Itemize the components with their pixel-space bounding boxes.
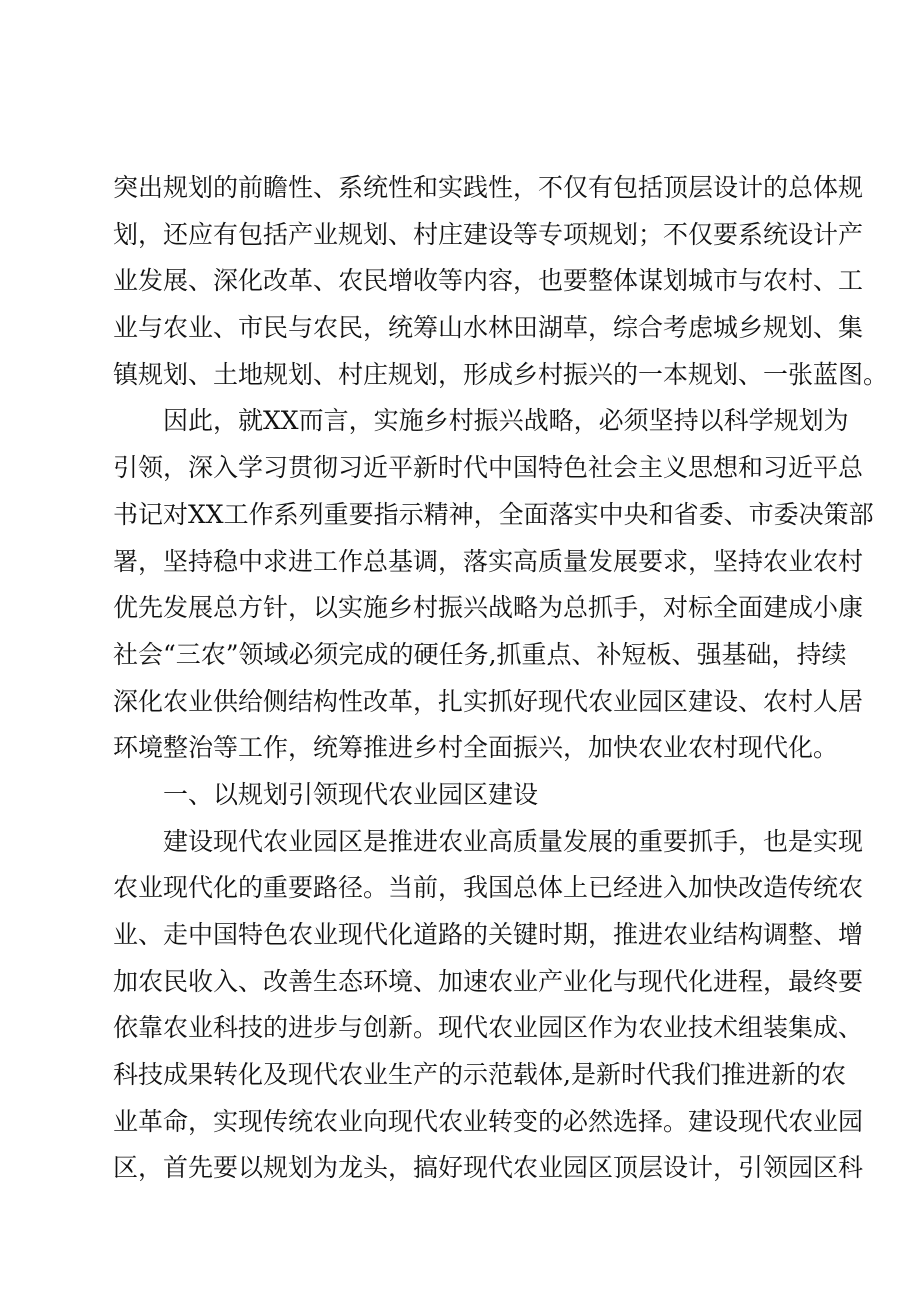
text-line: 业发展、深化改革、农民增收等内容，也要整体谋划城市与农村、工 (113, 266, 864, 296)
text-line: 业、走中国特色农业现代化道路的关键时期，推进农业结构调整、增 (113, 920, 864, 949)
text-line: 加农民收入、改善生态环境、加速农业产业化与现代化进程，最终要 (113, 966, 864, 996)
text-line: 优先发展总方针，以实施乡村振兴战略为总抓手，对标全面建成小康 (113, 593, 864, 623)
section-heading: 一、以规划引领现代农业园区建设 (163, 779, 539, 809)
text-line: 社会“三农”领域必须完成的硬任务,抓重点、补短板、强基础，持续 (113, 639, 847, 669)
text-line: 镇规划、土地规划、村庄规划，形成乡村振兴的一本规划、一张蓝图。 (113, 359, 889, 389)
text-line: 农业现代化的重要路径。当前，我国总体上已经进入加快改造传统农 (113, 873, 864, 903)
text-line: 书记对XX工作系列重要指示精神，全面落实中央和省委、市委决策部 (113, 499, 874, 529)
text-line: 业与农业、市民与农民，统筹山水林田湖草，综合考虑城乡规划、集 (113, 313, 864, 343)
section-heading-1 (113, 772, 813, 819)
text-line: 环境整治等工作，统筹推进乡村全面振兴，加快农业农村现代化。 (113, 733, 839, 763)
paragraph-planning-scope (113, 165, 889, 398)
paragraph-agri-park (113, 819, 864, 1193)
paragraph-strategy (113, 398, 874, 772)
text-line: 因此，就XX而言，实施乡村振兴战略，必须坚持以科学规划为 (163, 406, 849, 436)
text-line: 突出规划的前瞻性、系统性和实践性，不仅有包括顶层设计的总体规 (113, 173, 864, 202)
text-line: 科技成果转化及现代农业生产的示范载体,是新时代我们推进新的农 (113, 1060, 846, 1090)
text-line: 依靠农业科技的进步与创新。现代农业园区作为农业技术组装集成、 (113, 1013, 864, 1043)
text-line: 业革命，实现传统农业向现代农业转变的必然选择。建设现代农业园 (113, 1106, 864, 1136)
document-body (113, 165, 889, 1192)
text-line: 建设现代农业园区是推进农业高质量发展的重要抓手，也是实现 (163, 826, 864, 856)
text-line: 划，还应有包括产业规划、村庄建设等专项规划；不仅要系统设计产 (113, 219, 864, 249)
text-line: 区，首先要以规划为龙头，搞好现代农业园区顶层设计，引领园区科 (113, 1153, 864, 1183)
text-line: 引领，深入学习贯彻习近平新时代中国特色社会主义思想和习近平总 (113, 453, 864, 483)
text-line: 深化农业供给侧结构性改革，扎实抓好现代农业园区建设、农村人居 (113, 686, 864, 716)
text-line: 署，坚持稳中求进工作总基调，落实高质量发展要求，坚持农业农村 (113, 546, 864, 576)
